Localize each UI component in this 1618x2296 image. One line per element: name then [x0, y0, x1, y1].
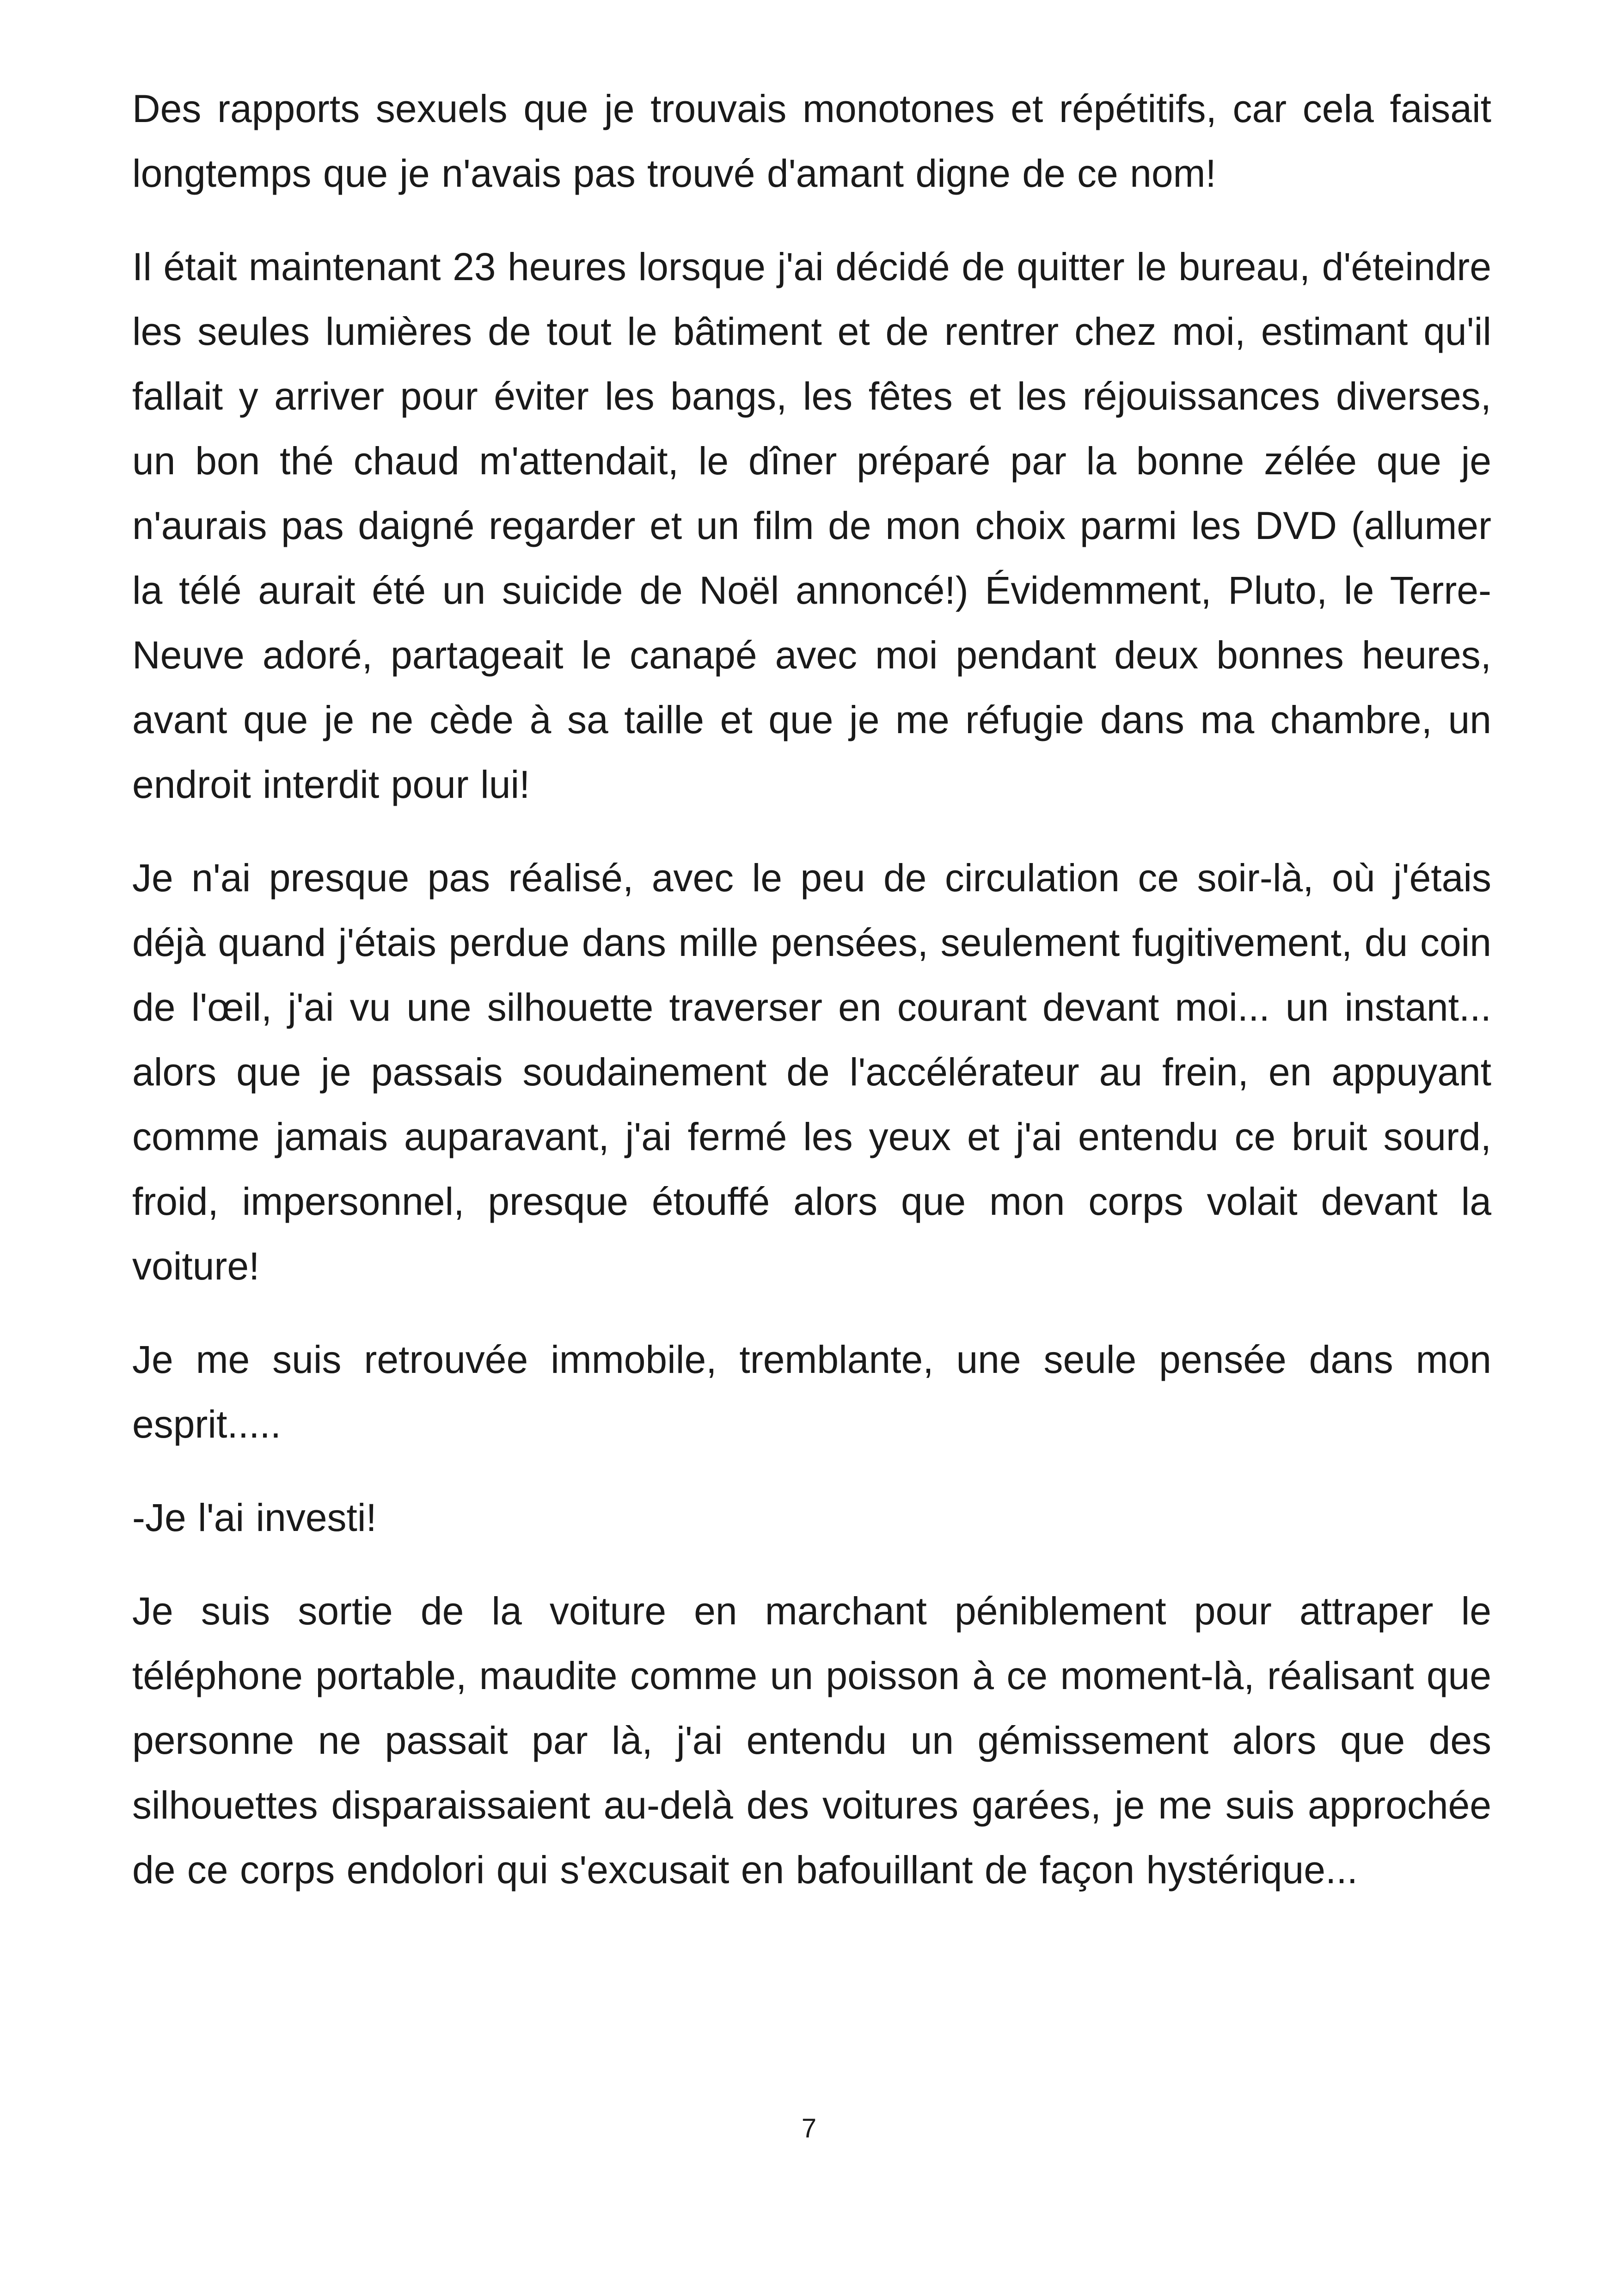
paragraph-5: -Je l'ai investi!: [132, 1496, 377, 1539]
paragraph-1: Des rapports sexuels que je trouvais monotones et répétitifs, car cela faisait longtemps que je n'avais pas trouvé d'amant digne de ce nom!: [132, 87, 1491, 195]
page-number: 7: [801, 2113, 817, 2143]
body-text: [132, 76, 1491, 1931]
paragraph-3: Je n'ai presque pas réalisé, avec le peu de circulation ce soir-là, où j'étais déjà quand j'étais perdue dans mille pensées, seulement fugitivement, du coin de l'œil, j'ai vu une silhouette traverser en courant devant moi... un instant... alors que je passais soudainement de l'accélérateur au frein, en appuyant comme jamais auparavant, j'ai fermé les yeux et j'ai entendu ce bruit sourd, froid, impersonnel, presque étouffé alors que mon corps volait devant la voiture!: [132, 856, 1491, 1288]
paragraph-4: Je me suis retrouvée immobile, tremblante, une seule pensée dans mon esprit.....: [132, 1338, 1491, 1446]
paragraph-6: Je suis sortie de la voiture en marchant péniblement pour attraper le téléphone portable, maudite comme un poisson à ce moment-là, réalisant que personne ne passait par là, j'ai entendu un gémissement alors que des silhouettes disparaissaient au-delà des voitures garées, je me suis approchée de ce corps endolori qui s'excusait en bafouillant de façon hystérique...: [132, 1589, 1491, 1892]
paragraph-2: Il était maintenant 23 heures lorsque j'ai décidé de quitter le bureau, d'éteindre les seules lumières de tout le bâtiment et de rentrer chez moi, estimant qu'il fallait y arriver pour éviter les bangs, les fêtes et les réjouissances diverses, un bon thé chaud m'attendait, le dîner préparé par la bonne zélée que je n'aurais pas daigné regarder et un film de mon choix parmi les DVD (allumer la télé aurait été un suicide de Noël annoncé!) Évidemment, Pluto, le Terre-Neuve adoré, partageait le canapé avec moi pendant deux bonnes heures, avant que je ne cède à sa taille et que je me réfugie dans ma chambre, un endroit interdit pour lui!: [132, 245, 1491, 806]
